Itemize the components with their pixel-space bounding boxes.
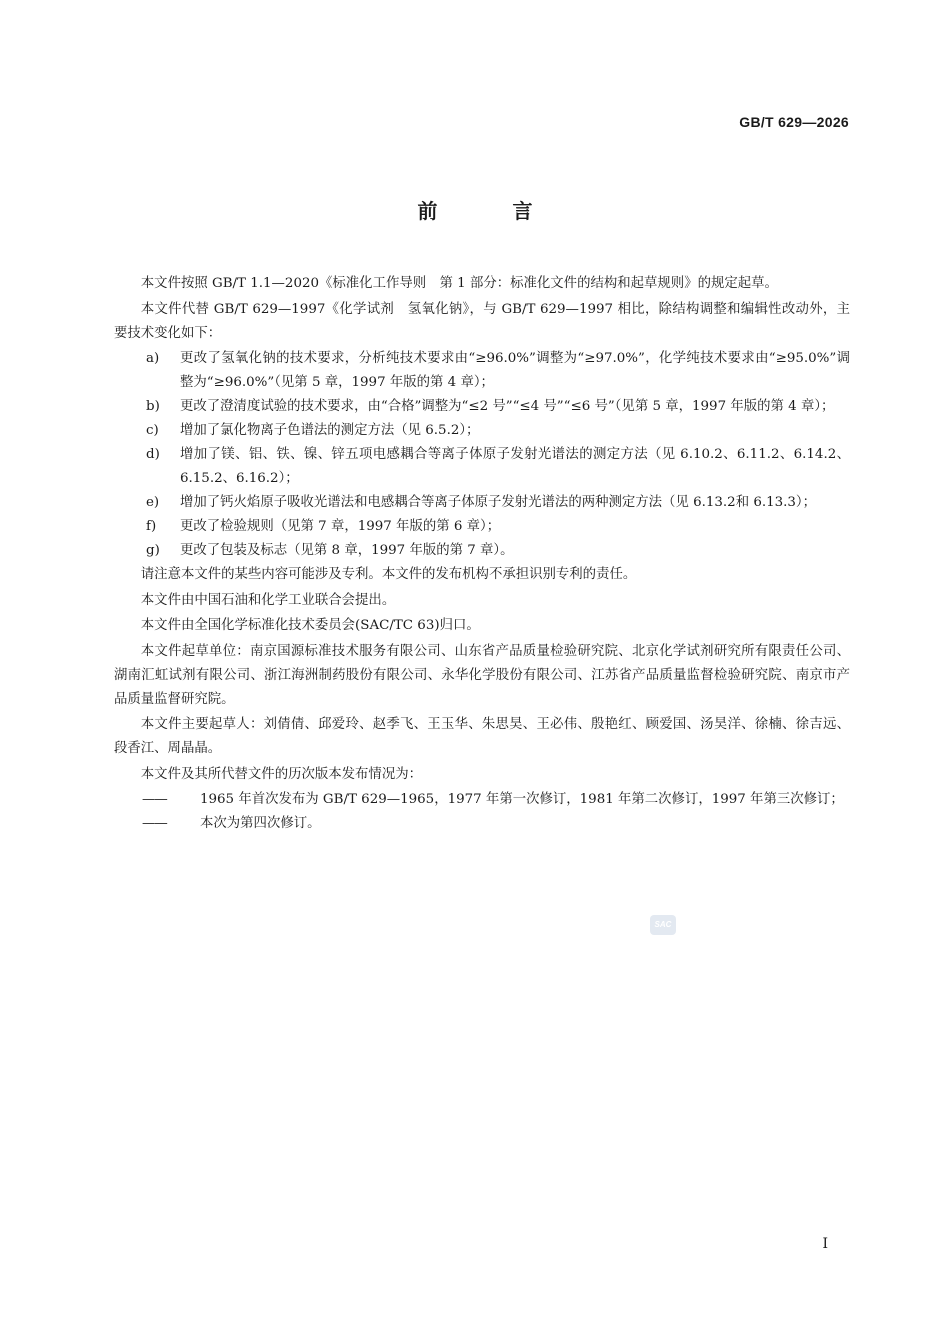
list-item — [114, 539, 850, 563]
list-marker: g) — [146, 543, 160, 558]
list-marker: f) — [146, 519, 157, 534]
dash-marker: —— — [142, 816, 167, 831]
list-item — [114, 515, 850, 539]
list-item-text: 更改了氢氧化钠的技术要求，分析纯技术要求由“≥96.0%”调整为“≥97.0%”，化学纯技术要求由“≥95.0%”调整为“≥96.0%”（见第 5 章，1997 年版的第 4 章）； — [180, 351, 850, 390]
list-marker: e) — [146, 495, 160, 510]
list-item — [114, 443, 850, 491]
paragraph-drafting-units: 本文件起草单位：南京国源标准技术服务有限公司、山东省产品质量检验研究院、北京化学试剂研究所有限责任公司、湖南汇虹试剂有限公司、浙江海洲制药股份有限公司、永华化学股份有限公司、江苏省产品质量监督检验研究院、南京市产品质量监督研究院。 — [114, 643, 850, 707]
list-item-text: 更改了检验规则（见第 7 章，1997 年版的第 6 章）； — [180, 519, 501, 534]
list-item-text: 更改了澄清度试验的技术要求，由“合格”调整为“≤2 号”“≤4 号”“≤6 号”（见第 5 章，1997 年版的第 4 章）； — [180, 399, 835, 414]
document-code: GB/T 629—2026 — [739, 114, 849, 130]
paragraph-patent-notice: 请注意本文件的某些内容可能涉及专利。本文件的发布机构不承担识别专利的责任。 — [140, 567, 637, 582]
list-item — [114, 347, 850, 395]
document-body — [114, 272, 850, 836]
paragraph-drafters: 本文件主要起草人：刘倩倩、邱爱玲、赵季飞、王玉华、朱思昊、王必伟、殷艳红、顾爱国、汤昊洋、徐楠、徐吉远、段香江、周晶晶。 — [114, 717, 850, 756]
list-item — [114, 491, 850, 515]
sac-watermark: SAC — [650, 915, 676, 935]
list-marker: d) — [146, 447, 160, 462]
paragraph-proposer: 本文件由中国石油和化学工业联合会提出。 — [140, 592, 396, 608]
list-marker: c) — [146, 423, 159, 438]
history-item-text: 本次为第四次修订。 — [200, 816, 321, 831]
dash-marker: —— — [142, 792, 167, 807]
list-marker: a) — [146, 351, 160, 366]
list-item-text: 增加了钙火焰原子吸收光谱法和电感耦合等离子体原子发射光谱法的两种测定方法（见 6.13.2和 6.13.3）； — [180, 495, 817, 510]
history-item-text: 1965 年首次发布为 GB/T 629—1965，1977 年第一次修订，1981 年第二次修订，1997 年第三次修订； — [200, 792, 844, 807]
list-item-text: 更改了包装及标志（见第 8 章，1997 年版的第 7 章）。 — [180, 543, 514, 558]
list-item — [114, 419, 850, 443]
paragraph-version-history: 本文件及其所代替文件的历次版本发布情况为： — [140, 766, 422, 782]
history-item — [114, 812, 850, 836]
page-title: 前 言 — [417, 199, 567, 223]
list-marker: b) — [146, 399, 160, 414]
paragraph-drafting-rules: 本文件按照 GB/T 1.1—2020《标准化工作导则 第 1 部分：标准化文件的结构和起草规则》的规定起草。 — [140, 276, 778, 291]
page-number: I — [822, 1236, 828, 1252]
list-item-text: 增加了氯化物离子色谱法的测定方法（见 6.5.2）； — [180, 423, 480, 438]
list-item-text: 增加了镁、铝、铁、镍、锌五项电感耦合等离子体原子发射光谱法的测定方法（见 6.10.2、6.11.2、6.14.2、6.15.2、6.16.2）； — [180, 447, 850, 486]
paragraph-technical-committee: 本文件由全国化学标准化技术委员会(SAC/TC 63)归口。 — [140, 618, 480, 633]
history-item — [114, 788, 850, 812]
list-item — [114, 395, 850, 419]
paragraph-replacement: 本文件代替 GB/T 629—1997《化学试剂 氢氧化钠》，与 GB/T 629—1997 相比，除结构调整和编辑性改动外，主要技术变化如下： — [114, 301, 850, 341]
